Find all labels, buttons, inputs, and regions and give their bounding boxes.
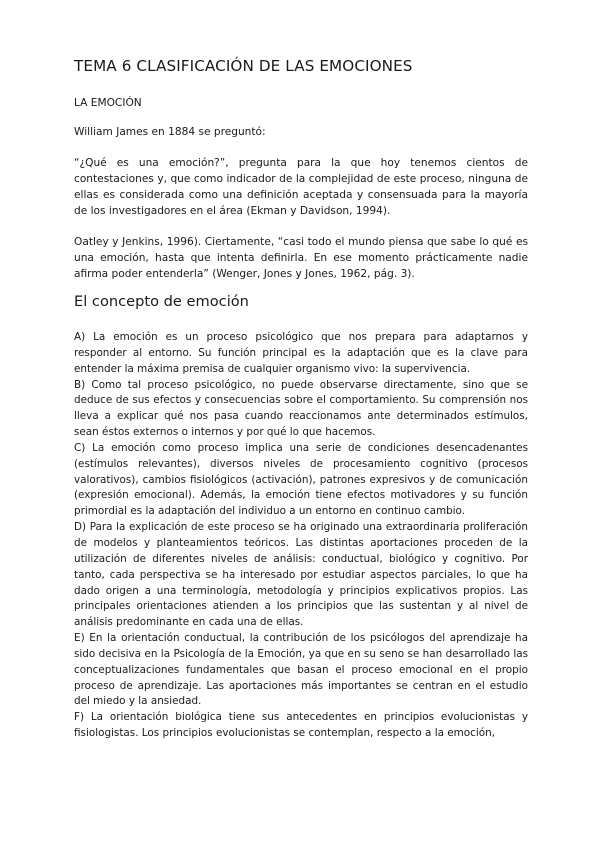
section-subtitle: LA EMOCIÓN xyxy=(74,97,142,109)
list-item: D) Para la explicación de este proceso se ha originado una extraordinaria proliferación de modelos y planteamientos teóricos. Las distintas aportaciones proceden de la utilización de diferentes niveles de análisis: conductual, biológico y cognitivo. Por tanto, cada perspectiva se ha interesado por estudiar aspectos parciales, lo que ha dado origen a una terminología, metodología y principios explicativos propios. Las principales orientaciones atienden a los principios que las sustentan y al nivel de análisis predominante en cada una de ellas. xyxy=(74,521,528,629)
section-body xyxy=(74,330,528,742)
list-item: F) La orientación biológica tiene sus antecedentes en principios evolucionistas y fisiologistas. Los principios evolucionistas se contemplan, respecto a la emoción, xyxy=(74,711,528,740)
list-item: C) La emoción como proceso implica una serie de condiciones desencadenantes (estímulos relevantes), diversos niveles de procesamiento cognitivo (procesos valorativos), cambios fisiológicos (activación), patrones expresivos y de comunicación (expresión emocional). Además, la emoción tiene efectos motivadores y su función primordial es la adaptación del individuo a un entorno en continuo cambio. xyxy=(74,441,528,518)
section-heading: El concepto de emoción xyxy=(74,293,249,310)
list-item: E) En la orientación conductual, la contribución de los psicólogos del aprendizaje ha sido decisiva en la Psicología de la Emoción, ya que en su seno se han desarrollado las conceptualizaciones fundamentales que basan el proceso emocional en el propio proceso de aprendizaje. Las aportaciones más importantes se centran en el estudio del miedo y la ansiedad. xyxy=(74,632,528,708)
intro-line: William James en 1884 se preguntó: xyxy=(74,126,266,138)
document-title: TEMA 6 CLASIFICACIÓN DE LAS EMOCIONES xyxy=(74,57,413,75)
list-item: A) La emoción es un proceso psicológico que nos prepara para adaptarnos y responder al entorno. Su función principal es la adaptación que es la clave para entender la máxima premisa de cualquier organismo vivo: la supervivencia. xyxy=(74,331,528,375)
list-item: B) Como tal proceso psicológico, no puede observarse directamente, sino que se deduce de sus efectos y consecuencias sobre el comportamiento. Su comprensión nos lleva a explicar qué nos pasa cuando reaccionamos ante determinados estímulos, sean éstos externos o internos y por qué lo que hacemos. xyxy=(74,378,528,439)
paragraph: Oatley y Jenkins, 1996). Ciertamente, “casi todo el mundo piensa que sabe lo qué es una emoción, hasta que intenta definirla. En ese momento prácticamente nadie afirma poder entenderla” (Wenger, Jones y Jones, 1962, pág. 3). xyxy=(74,236,528,281)
paragraph: “¿Qué es una emoción?”, pregunta para la que hoy tenemos cientos de contestaciones y, que como indicador de la complejidad de este proceso, ninguna de ellas es considerada como una definición aceptada y consensuada para la mayoría de los investigadores en el área (Ekman y Davidson, 1994). xyxy=(74,157,528,218)
